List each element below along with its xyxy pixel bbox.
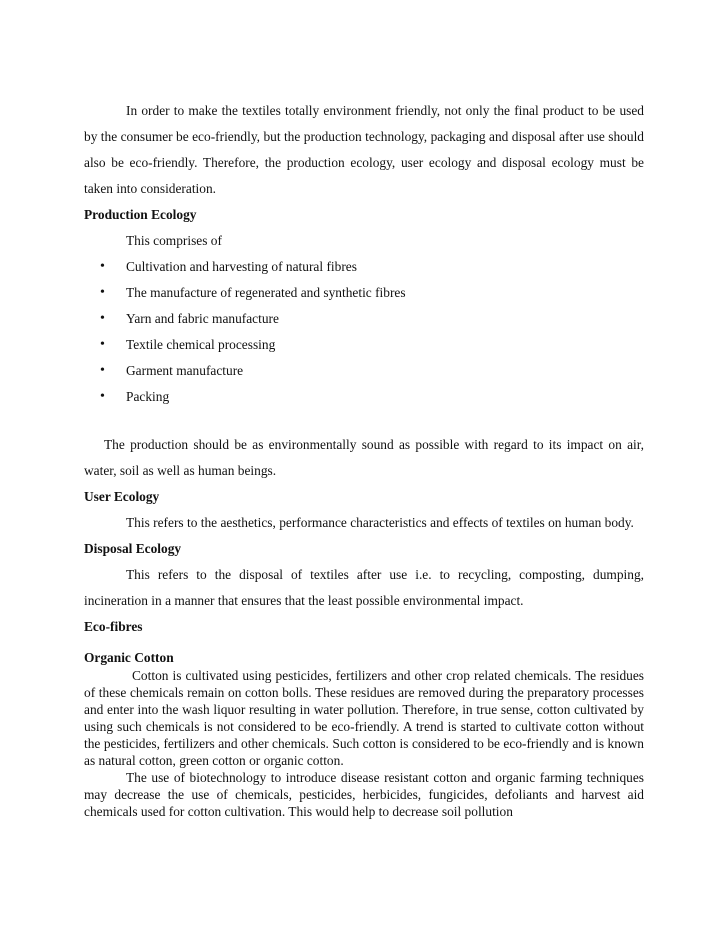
bullet-icon: •	[100, 363, 105, 378]
list-item: • Cultivation and harvesting of natural fibres	[84, 254, 644, 280]
bullet-icon: •	[100, 285, 105, 300]
production-list	[84, 254, 644, 410]
list-item: • Textile chemical processing	[84, 332, 644, 358]
production-summary: The production should be as environmentally sound as possible with regard to its impact on air, water, soil as well as human beings.	[84, 437, 644, 478]
production-lead: This comprises of	[126, 233, 222, 248]
document-page	[84, 98, 644, 820]
spacer	[84, 410, 644, 432]
user-ecology-text: This refers to the aesthetics, performance characteristics and effects of textiles on human body.	[126, 515, 634, 530]
bullet-icon: •	[100, 337, 105, 352]
spacer	[84, 640, 644, 648]
organic-cotton-heading: Organic Cotton	[84, 650, 174, 665]
bullet-icon: •	[100, 259, 105, 274]
eco-fibres-heading: Eco-fibres	[84, 619, 143, 634]
bullet-icon: •	[100, 311, 105, 326]
list-item: • Yarn and fabric manufacture	[84, 306, 644, 332]
list-item: • The manufacture of regenerated and synthetic fibres	[84, 280, 644, 306]
bullet-icon: •	[100, 389, 105, 404]
organic-cotton-paragraph-2: The use of biotechnology to introduce disease resistant cotton and organic farming techniques may decrease the use of chemicals, pesticides, herbicides, fungicides, defoliants and harvest aid chemicals used for cotton cultivation. This would help to decrease soil pollution	[84, 770, 644, 819]
list-item: • Garment manufacture	[84, 358, 644, 384]
organic-cotton-paragraph-1: Cotton is cultivated using pesticides, fertilizers and other crop related chemicals. The residues of these chemicals remain on cotton bolls. These residues are removed during the preparatory processes and enter into the wash liquor resulting in water pollution. Therefore, in true sense, cotton cultivated by using such chemicals is not considered to be eco-friendly. A trend is started to cultivate cotton without the pesticides, fertilizers and other chemicals. Such cotton is considered to be eco-friendly and is known as natural cotton, green cotton or organic cotton.	[84, 668, 644, 768]
disposal-ecology-heading: Disposal Ecology	[84, 541, 182, 556]
production-ecology-heading: Production Ecology	[84, 207, 197, 222]
user-ecology-heading: User Ecology	[84, 489, 160, 504]
disposal-ecology-text: This refers to the disposal of textiles after use i.e. to recycling, composting, dumping, incineration in a manner that ensures that the least possible environmental impact.	[84, 567, 644, 608]
intro-paragraph: In order to make the textiles totally environment friendly, not only the final product to be used by the consumer be eco-friendly, but the production technology, packaging and disposal after use should also be eco-friendly. Therefore, the production ecology, user ecology and disposal ecology must be taken into consideration.	[84, 103, 644, 196]
list-item: • Packing	[84, 384, 644, 410]
